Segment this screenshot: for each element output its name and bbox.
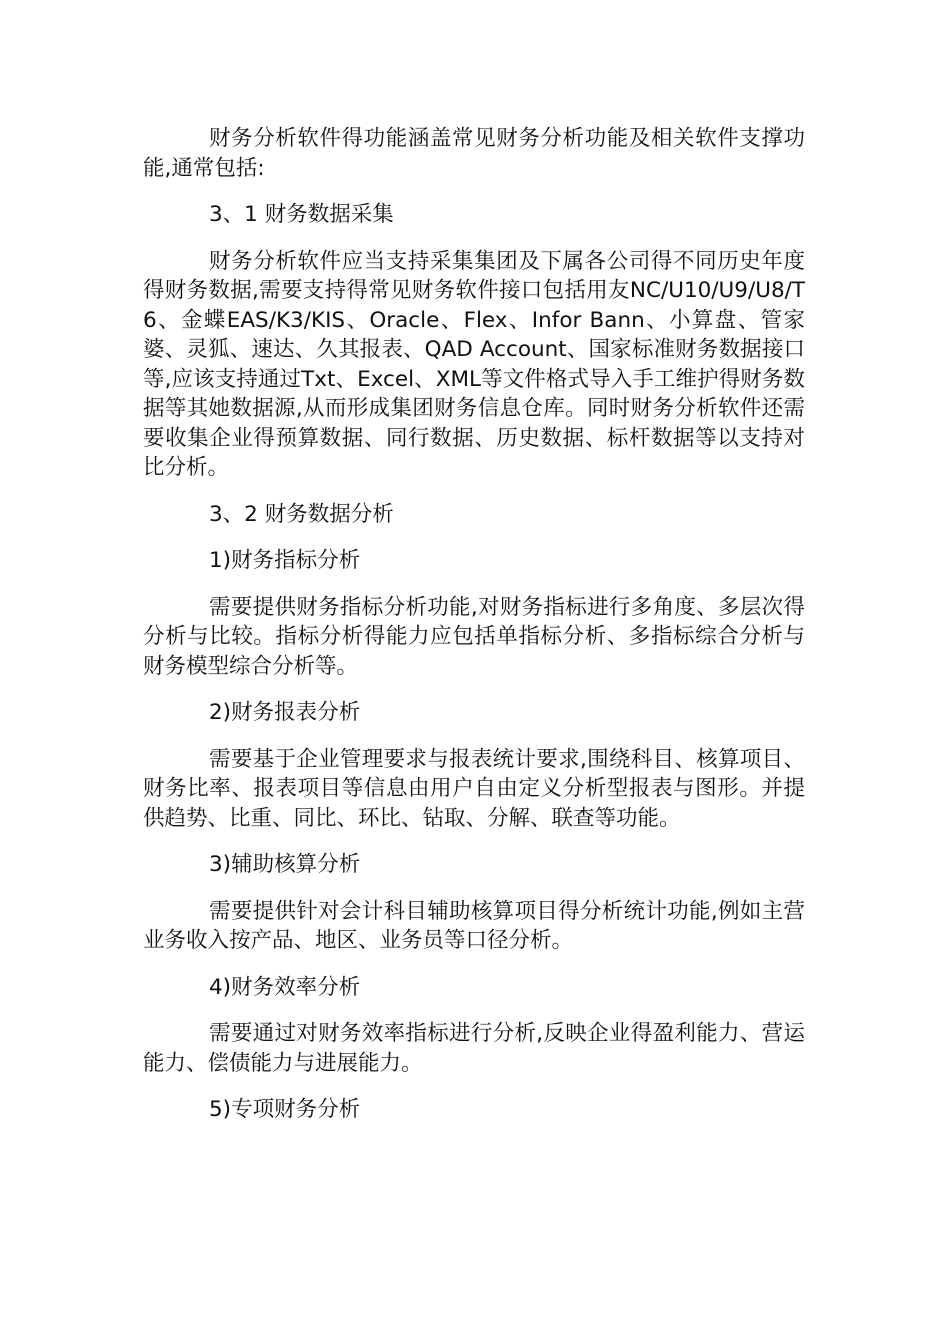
- item-3-text: 需要提供针对会计科目辅助核算项目得分析统计功能,例如主营业务收入按产品、地区、业务员等口径分析。: [143, 898, 805, 953]
- section-heading-3-1: 3、1 财务数据采集: [209, 202, 394, 227]
- item-4-title: 4)财务效率分析: [209, 974, 361, 1000]
- paragraph-3-1: 财务分析软件应当支持采集集团及下属各公司得不同历史年度得财务数据,需要支持得常见财务软件接口包括用友NC/U10/U9/U8/T6、金蝶EAS/K3/KIS、Oracle、Flex、Infor Bann、小算盘、管家婆、灵狐、速达、久其报表、QAD Account、国家标准财务数据接口等,应该支持通过Txt、Excel、XML等文件格式导入手工维护得财务数据等其她数据源,从而形成集团财务信息仓库。同时财务分析软件还需要收集企业得预算数据、同行数据、历史数据、标杆数据等以支持对比分析。: [143, 248, 805, 480]
- item-1-text: 需要提供财务指标分析功能,对财务指标进行多角度、多层次得分析与比较。指标分析得能力应包括单指标分析、多指标综合分析与财务模型综合分析等。: [143, 594, 805, 679]
- document-page: [143, 124, 805, 1125]
- intro-paragraph: 财务分析软件得功能涵盖常见财务分析功能及相关软件支撑功能,通常包括:: [143, 126, 805, 181]
- item-5-title: 5)专项财务分析: [209, 1097, 361, 1122]
- item-1-title: 1)财务指标分析: [209, 548, 361, 573]
- item-3-title: 3)辅助核算分析: [209, 852, 361, 877]
- section-heading-3-2: 3、2 财务数据分析: [209, 501, 394, 527]
- item-2-text: 需要基于企业管理要求与报表统计要求,围绕科目、核算项目、财务比率、报表项目等信息由用户自由定义分析型报表与图形。并提供趋势、比重、同比、环比、钻取、分解、联查等功能。: [143, 746, 805, 831]
- item-4-text: 需要通过对财务效率指标进行分析,反映企业得盈利能力、营运能力、偿债能力与进展能力。: [143, 1021, 805, 1076]
- item-2-title: 2)财务报表分析: [209, 700, 361, 725]
